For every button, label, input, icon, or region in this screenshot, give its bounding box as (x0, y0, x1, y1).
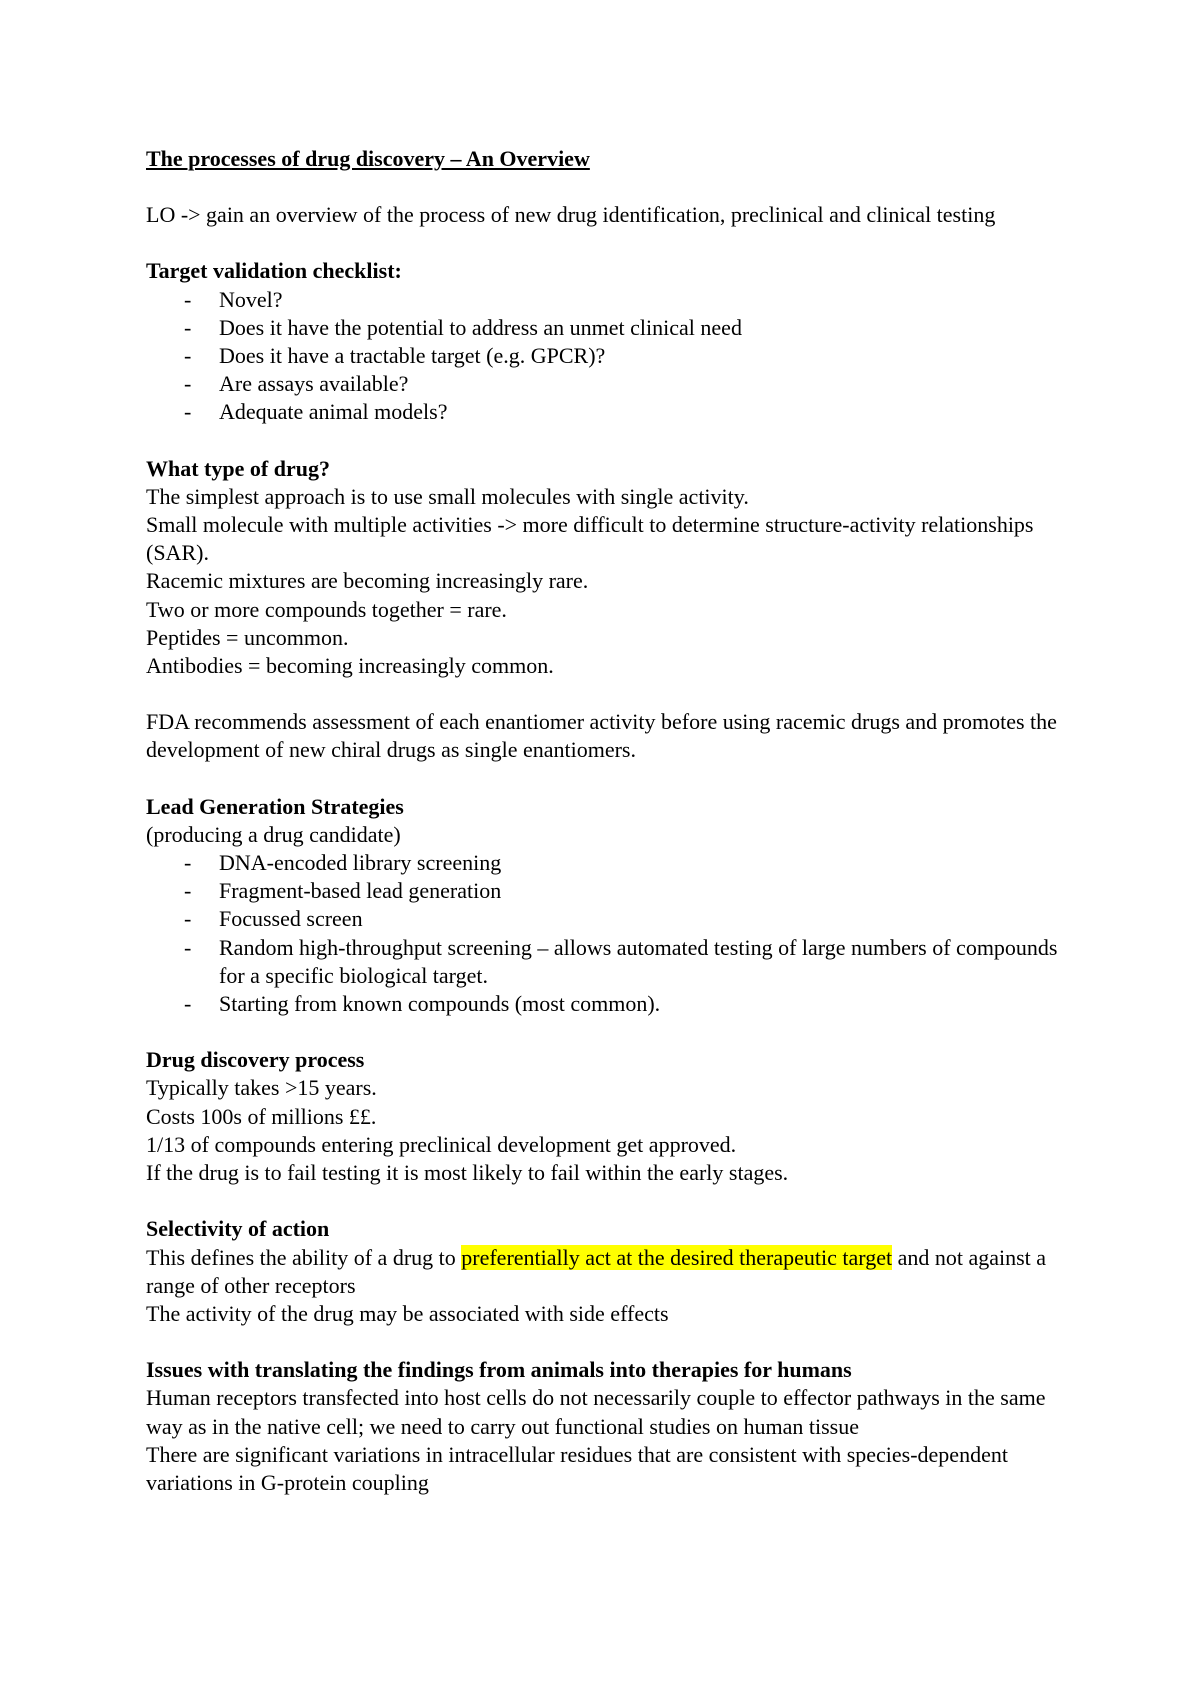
highlighted-text: preferentially act at the desired therapeutic target (461, 1244, 893, 1270)
list-item: - Novel? (184, 286, 283, 312)
paragraph-line: If the drug is to fail testing it is most likely to fail within the early stages. (146, 1160, 789, 1186)
paragraph-line: Typically takes >15 years. (146, 1075, 377, 1101)
lead-generation-heading: Lead Generation Strategies (146, 793, 404, 819)
list-item: - Does it have the potential to address an unmet clinical need (184, 314, 742, 340)
translation-heading: Issues with translating the findings from animals into therapies for humans (146, 1357, 852, 1383)
fda-paragraph: FDA recommends assessment of each enantiomer activity before using racemic drugs and promotes the development of new chiral drugs as single enantiomers. (146, 709, 1057, 763)
list-item: - DNA-encoded library screening (184, 850, 502, 876)
document-content (146, 145, 1066, 1497)
paragraph-line: Two or more compounds together = rare. (146, 596, 507, 622)
drug-type-heading: What type of drug? (146, 455, 330, 481)
target-validation-list (146, 286, 1066, 427)
target-validation-heading: Target validation checklist: (146, 258, 402, 284)
paragraph-line: Costs 100s of millions ££. (146, 1103, 377, 1129)
selectivity-paragraph (146, 1244, 1066, 1300)
lead-generation-subheading: (producing a drug candidate) (146, 821, 401, 847)
paragraph-line: Peptides = uncommon. (146, 624, 349, 650)
paragraph-line: There are significant variations in intracellular residues that are consistent with species-dependent variations in G-protein coupling (146, 1441, 1008, 1495)
document-title: The processes of drug discovery – An Overview (146, 146, 590, 171)
list-item: - Are assays available? (184, 371, 409, 397)
lead-generation-list (146, 849, 1066, 1018)
selectivity-text-pre: This defines the ability of a drug to (146, 1244, 462, 1270)
list-item: - Fragment-based lead generation (184, 878, 502, 904)
discovery-process-heading: Drug discovery process (146, 1047, 365, 1073)
selectivity-text-post: and not against a range of other receptors (146, 1244, 1047, 1298)
paragraph-line: The simplest approach is to use small molecules with single activity. (146, 483, 749, 509)
paragraph-line: 1/13 of compounds entering preclinical development get approved. (146, 1131, 737, 1157)
list-item: - Starting from known compounds (most common). (184, 991, 661, 1017)
paragraph-line: Small molecule with multiple activities -> more difficult to determine structure-activity relationships (SAR). (146, 512, 1034, 566)
paragraph-line: Antibodies = becoming increasingly common. (146, 653, 554, 679)
list-item: - Does it have a tractable target (e.g. GPCR)? (184, 343, 606, 369)
list-item: - Random high-throughput screening – allows automated testing of large numbers of compounds for a specific biological target. (184, 934, 1058, 988)
list-item: - Focussed screen (184, 906, 363, 932)
selectivity-heading: Selectivity of action (146, 1216, 330, 1242)
paragraph-line: The activity of the drug may be associated with side effects (146, 1300, 669, 1326)
paragraph-line: Racemic mixtures are becoming increasingly rare. (146, 568, 589, 594)
list-item: - Adequate animal models? (184, 399, 448, 425)
paragraph-line: Human receptors transfected into host cells do not necessarily couple to effector pathways in the same way as in the native cell; we need to carry out functional studies on human tissue (146, 1385, 1046, 1439)
learning-objective: LO -> gain an overview of the process of new drug identification, preclinical and clinical testing (146, 202, 996, 228)
